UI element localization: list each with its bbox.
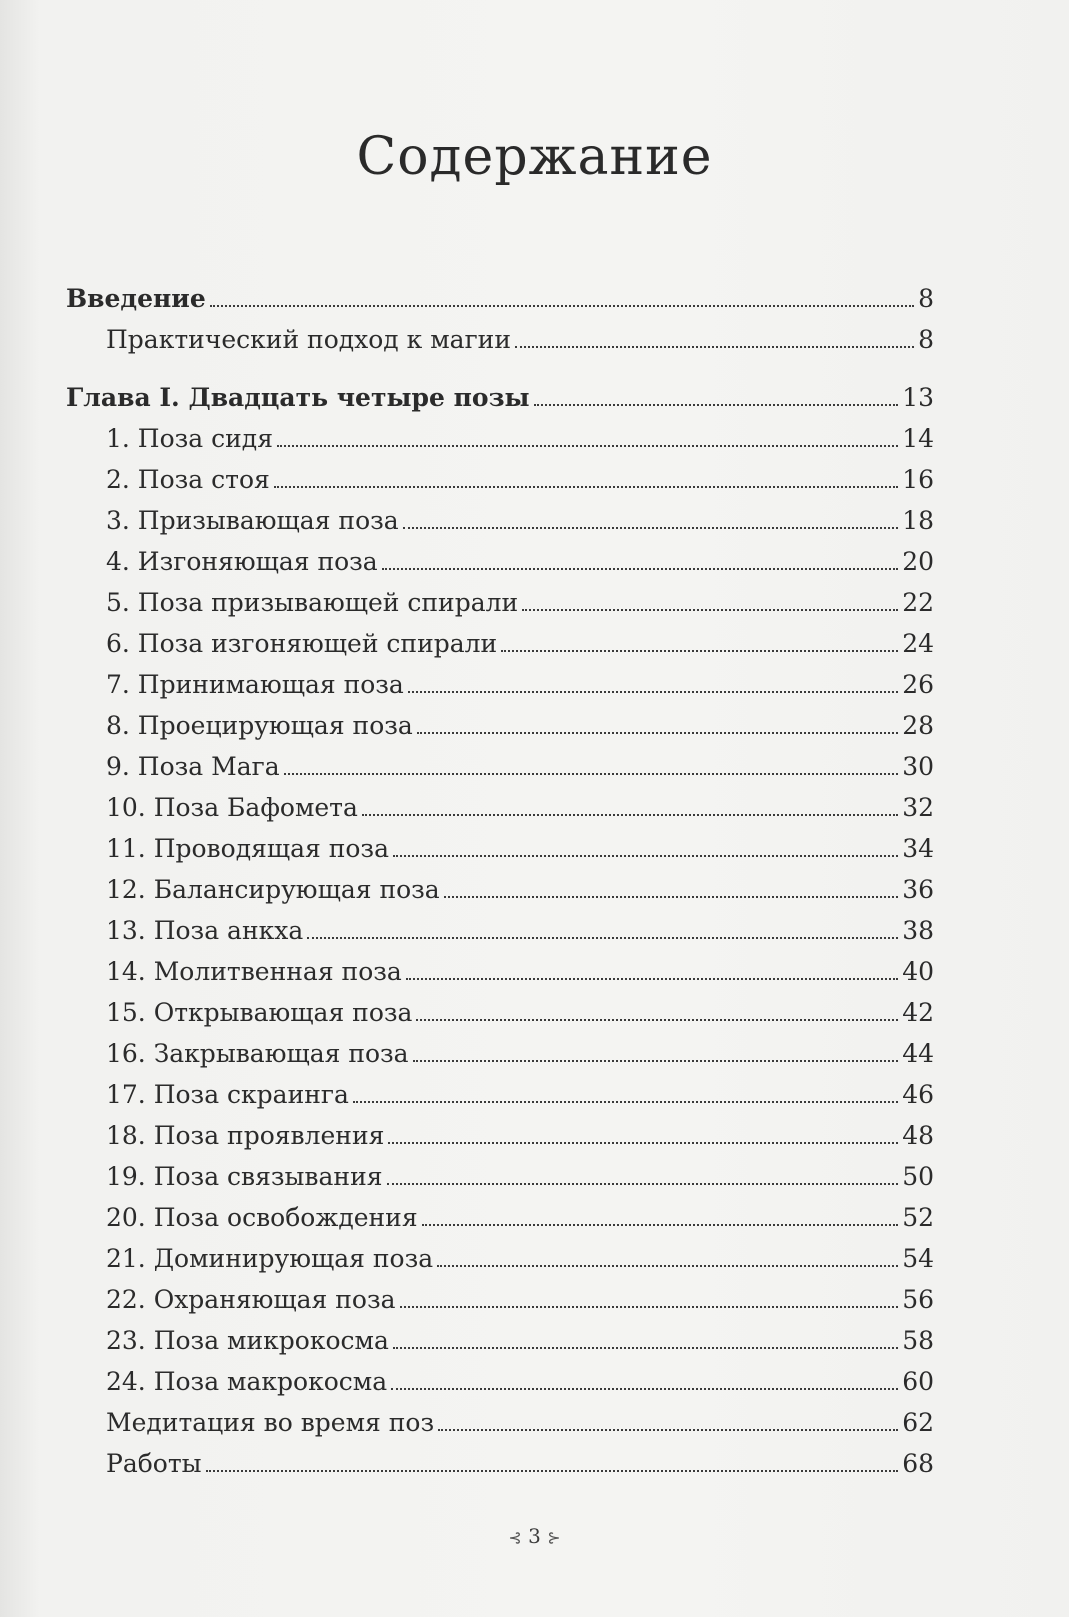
toc-page-number: 16	[902, 465, 934, 494]
dot-leader	[387, 1182, 899, 1185]
dot-leader	[206, 1469, 899, 1472]
toc-entry[interactable]	[66, 746, 934, 787]
toc-page-number: 26	[902, 670, 934, 699]
toc-page-number: 56	[902, 1285, 934, 1314]
toc-label: 4. Изгоняющая поза	[106, 547, 378, 576]
dot-leader	[400, 1305, 899, 1308]
dot-leader	[444, 895, 898, 898]
toc-page-number: 24	[902, 629, 934, 658]
toc-label: 16. Закрывающая поза	[106, 1039, 409, 1068]
dot-leader	[393, 854, 898, 857]
toc-label: 7. Принимающая поза	[106, 670, 404, 699]
toc-entry[interactable]	[66, 1443, 934, 1484]
dot-leader	[388, 1141, 898, 1144]
toc-label: 19. Поза связывания	[106, 1162, 383, 1191]
toc-entry[interactable]	[66, 1402, 934, 1443]
dot-leader	[284, 772, 899, 775]
toc-entry[interactable]	[66, 828, 934, 869]
dot-leader	[277, 444, 898, 447]
toc-entry[interactable]	[66, 1320, 934, 1361]
toc-label: 5. Поза призывающей спирали	[106, 588, 519, 617]
dot-leader	[391, 1387, 898, 1390]
toc-label: 12. Балансирующая поза	[106, 875, 440, 904]
toc-label: 9. Поза Мага	[106, 752, 280, 781]
toc-entry-intro[interactable]	[66, 278, 934, 319]
toc-label: 6. Поза изгоняющей спирали	[106, 629, 498, 658]
dot-leader	[416, 1018, 898, 1021]
toc-entry[interactable]	[66, 664, 934, 705]
toc-entry[interactable]	[66, 1361, 934, 1402]
toc-label: 1. Поза сидя	[106, 424, 273, 453]
toc-entry[interactable]	[66, 459, 934, 500]
toc-page-number: 36	[902, 875, 934, 904]
toc-label: Введение	[66, 284, 206, 313]
toc-page-number: 20	[902, 547, 934, 576]
toc-label: 20. Поза освобождения	[106, 1203, 418, 1232]
toc-page-number: 14	[902, 424, 934, 453]
toc-chapter-1-items	[66, 418, 934, 1484]
page-folio	[0, 1524, 1069, 1548]
toc-page-number: 40	[902, 957, 934, 986]
ornament-right-icon: ⊱	[547, 1528, 561, 1547]
dot-leader	[413, 1059, 899, 1062]
toc-label: 14. Молитвенная поза	[106, 957, 402, 986]
toc-entry[interactable]	[66, 787, 934, 828]
toc-label: 10. Поза Бафомета	[106, 793, 358, 822]
toc-entry[interactable]	[66, 582, 934, 623]
toc-page-number: 54	[902, 1244, 934, 1273]
toc-entry[interactable]	[66, 541, 934, 582]
toc-page-number: 38	[902, 916, 934, 945]
toc-page-number: 68	[902, 1449, 934, 1478]
dot-leader	[437, 1264, 898, 1267]
toc-label: Работы	[106, 1449, 202, 1478]
toc-page-number: 62	[902, 1408, 934, 1437]
toc-label: 15. Открывающая поза	[106, 998, 413, 1027]
toc-page-number: 32	[902, 793, 934, 822]
toc-entry[interactable]	[66, 705, 934, 746]
toc-page-number: 44	[902, 1039, 934, 1068]
dot-leader	[422, 1223, 899, 1226]
dot-leader	[403, 526, 899, 529]
dot-leader	[501, 649, 898, 652]
toc-entry[interactable]	[66, 1074, 934, 1115]
dot-leader	[515, 345, 914, 348]
toc-page-number: 34	[902, 834, 934, 863]
toc-page-number: 18	[902, 506, 934, 535]
toc-entry[interactable]	[66, 623, 934, 664]
toc-page-number: 52	[902, 1203, 934, 1232]
toc-label: 21. Доминирующая поза	[106, 1244, 434, 1273]
toc-entry[interactable]	[66, 1156, 934, 1197]
dot-leader	[522, 608, 898, 611]
toc-page-number: 8	[918, 325, 934, 354]
toc-entry[interactable]	[66, 1033, 934, 1074]
dot-leader	[307, 936, 898, 939]
dot-leader	[274, 485, 898, 488]
toc-entry[interactable]	[66, 1238, 934, 1279]
dot-leader	[438, 1428, 898, 1431]
toc-entry[interactable]	[66, 869, 934, 910]
toc-label: 17. Поза скраинга	[106, 1080, 349, 1109]
toc-entry[interactable]	[66, 418, 934, 459]
toc-page-number: 13	[902, 383, 934, 412]
table-of-contents	[66, 278, 934, 1484]
toc-entry[interactable]	[66, 910, 934, 951]
dot-leader	[406, 977, 898, 980]
toc-page-number: 28	[902, 711, 934, 740]
toc-label: Медитация во время поз	[106, 1408, 435, 1437]
toc-label: 23. Поза микрокосма	[106, 1326, 389, 1355]
toc-page-number: 60	[902, 1367, 934, 1396]
toc-entry[interactable]	[66, 951, 934, 992]
toc-page-number: 30	[902, 752, 934, 781]
dot-leader	[393, 1346, 898, 1349]
dot-leader	[362, 813, 898, 816]
toc-entry[interactable]	[66, 992, 934, 1033]
toc-page-number: 22	[902, 588, 934, 617]
toc-label: 22. Охраняющая поза	[106, 1285, 396, 1314]
toc-label: 18. Поза проявления	[106, 1121, 385, 1150]
dot-leader	[382, 567, 898, 570]
toc-page-number: 58	[902, 1326, 934, 1355]
page-number: 3	[528, 1524, 541, 1548]
toc-label: 2. Поза стоя	[106, 465, 270, 494]
page-title: Содержание	[356, 126, 713, 187]
toc-label: 24. Поза макрокосма	[106, 1367, 388, 1396]
toc-page-number: 50	[902, 1162, 934, 1191]
toc-entry[interactable]	[66, 1115, 934, 1156]
toc-page-number: 8	[918, 284, 934, 313]
toc-page-number: 42	[902, 998, 934, 1027]
toc-label: 11. Проводящая поза	[106, 834, 389, 863]
toc-label: Глава I. Двадцать четыре позы	[66, 383, 530, 412]
toc-label: 13. Поза анкха	[106, 916, 304, 945]
toc-page-number: 46	[902, 1080, 934, 1109]
dot-leader	[417, 731, 898, 734]
ornament-left-icon: ⊰	[508, 1528, 522, 1547]
dot-leader	[534, 403, 899, 406]
toc-entry[interactable]	[66, 1197, 934, 1238]
dot-leader	[210, 304, 914, 307]
toc-entry-chapter-1[interactable]	[66, 377, 934, 418]
toc-page-number: 48	[902, 1121, 934, 1150]
toc-entry-practical-approach[interactable]	[66, 319, 934, 360]
toc-entry[interactable]	[66, 1279, 934, 1320]
toc-label: 3. Призывающая поза	[106, 506, 399, 535]
dot-leader	[408, 690, 898, 693]
toc-label: Практический подход к магии	[106, 325, 511, 354]
toc-label: 8. Проецирующая поза	[106, 711, 413, 740]
toc-entry[interactable]	[66, 500, 934, 541]
dot-leader	[353, 1100, 898, 1103]
